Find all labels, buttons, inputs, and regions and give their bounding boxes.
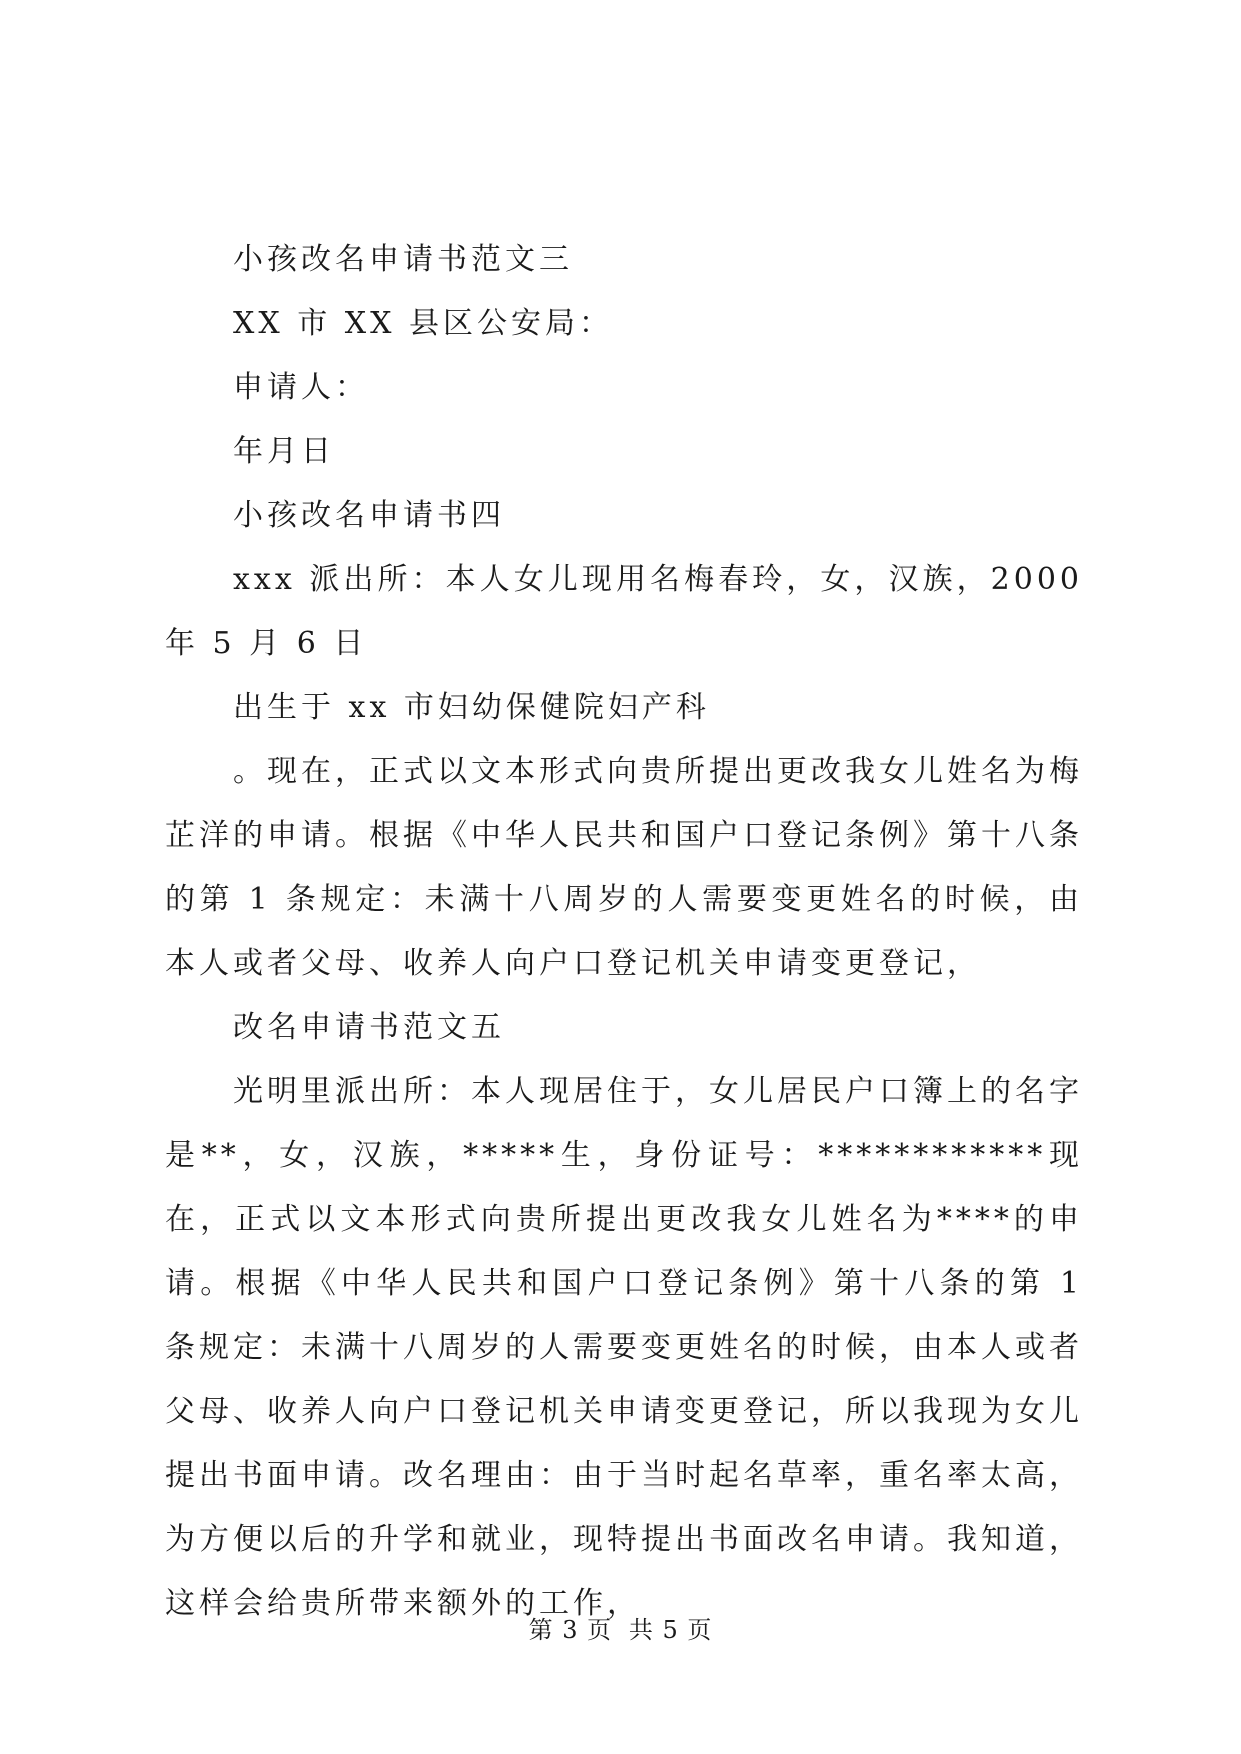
heading-sample-five: 改名申请书范文五 — [233, 1010, 505, 1045]
page-footer — [0, 1610, 1241, 1645]
heading-sample-three: 小孩改名申请书范文三 — [233, 242, 573, 277]
document-body — [165, 228, 1083, 1636]
paragraph-birthplace: 出生于 xx 市妇幼保健院妇产科 — [233, 690, 710, 725]
applicant-line: 申请人： — [233, 370, 369, 405]
date-line: 年月日 — [233, 434, 335, 469]
paragraph-addressee-four: xxx 派出所：本人女儿现用名梅春玲，女，汉族，2000 年 5 月 6 日 — [165, 562, 1083, 661]
heading-sample-four: 小孩改名申请书四 — [233, 498, 505, 533]
addressee-line: XX 市 XX 县区公安局： — [233, 306, 614, 341]
paragraph-request-five: 光明里派出所：本人现居住于，女儿居民户口簿上的名字是**，女，汉族，*****生，身份证号：************现在，正式以文本形式向贵所提出更改我女儿姓名为****的申请。根据《中华人民共和国户口登记条例》第十八条的第 1 条规定：未满十八周岁的人需要变更姓名的时候，由本人或者父母、收养人向户口登记机关申请变更登记，所以我现为女儿提出书面申请。改名理由：由于当时起名草率，重名率太高，为方便以后的升学和就业，现特提出书面改名申请。我知道，这样会给贵所带来额外的工作， — [165, 1074, 1083, 1621]
page-total: 共 5 页 — [628, 1616, 713, 1644]
page-number: 第 3 页 — [528, 1616, 613, 1644]
paragraph-request-four: 。现在，正式以文本形式向贵所提出更改我女儿姓名为梅芷洋的申请。根据《中华人民共和国户口登记条例》第十八条的第 1 条规定：未满十八周岁的人需要变更姓名的时候，由本人或者父母、收养人向户口登记机关申请变更登记， — [165, 754, 1083, 981]
